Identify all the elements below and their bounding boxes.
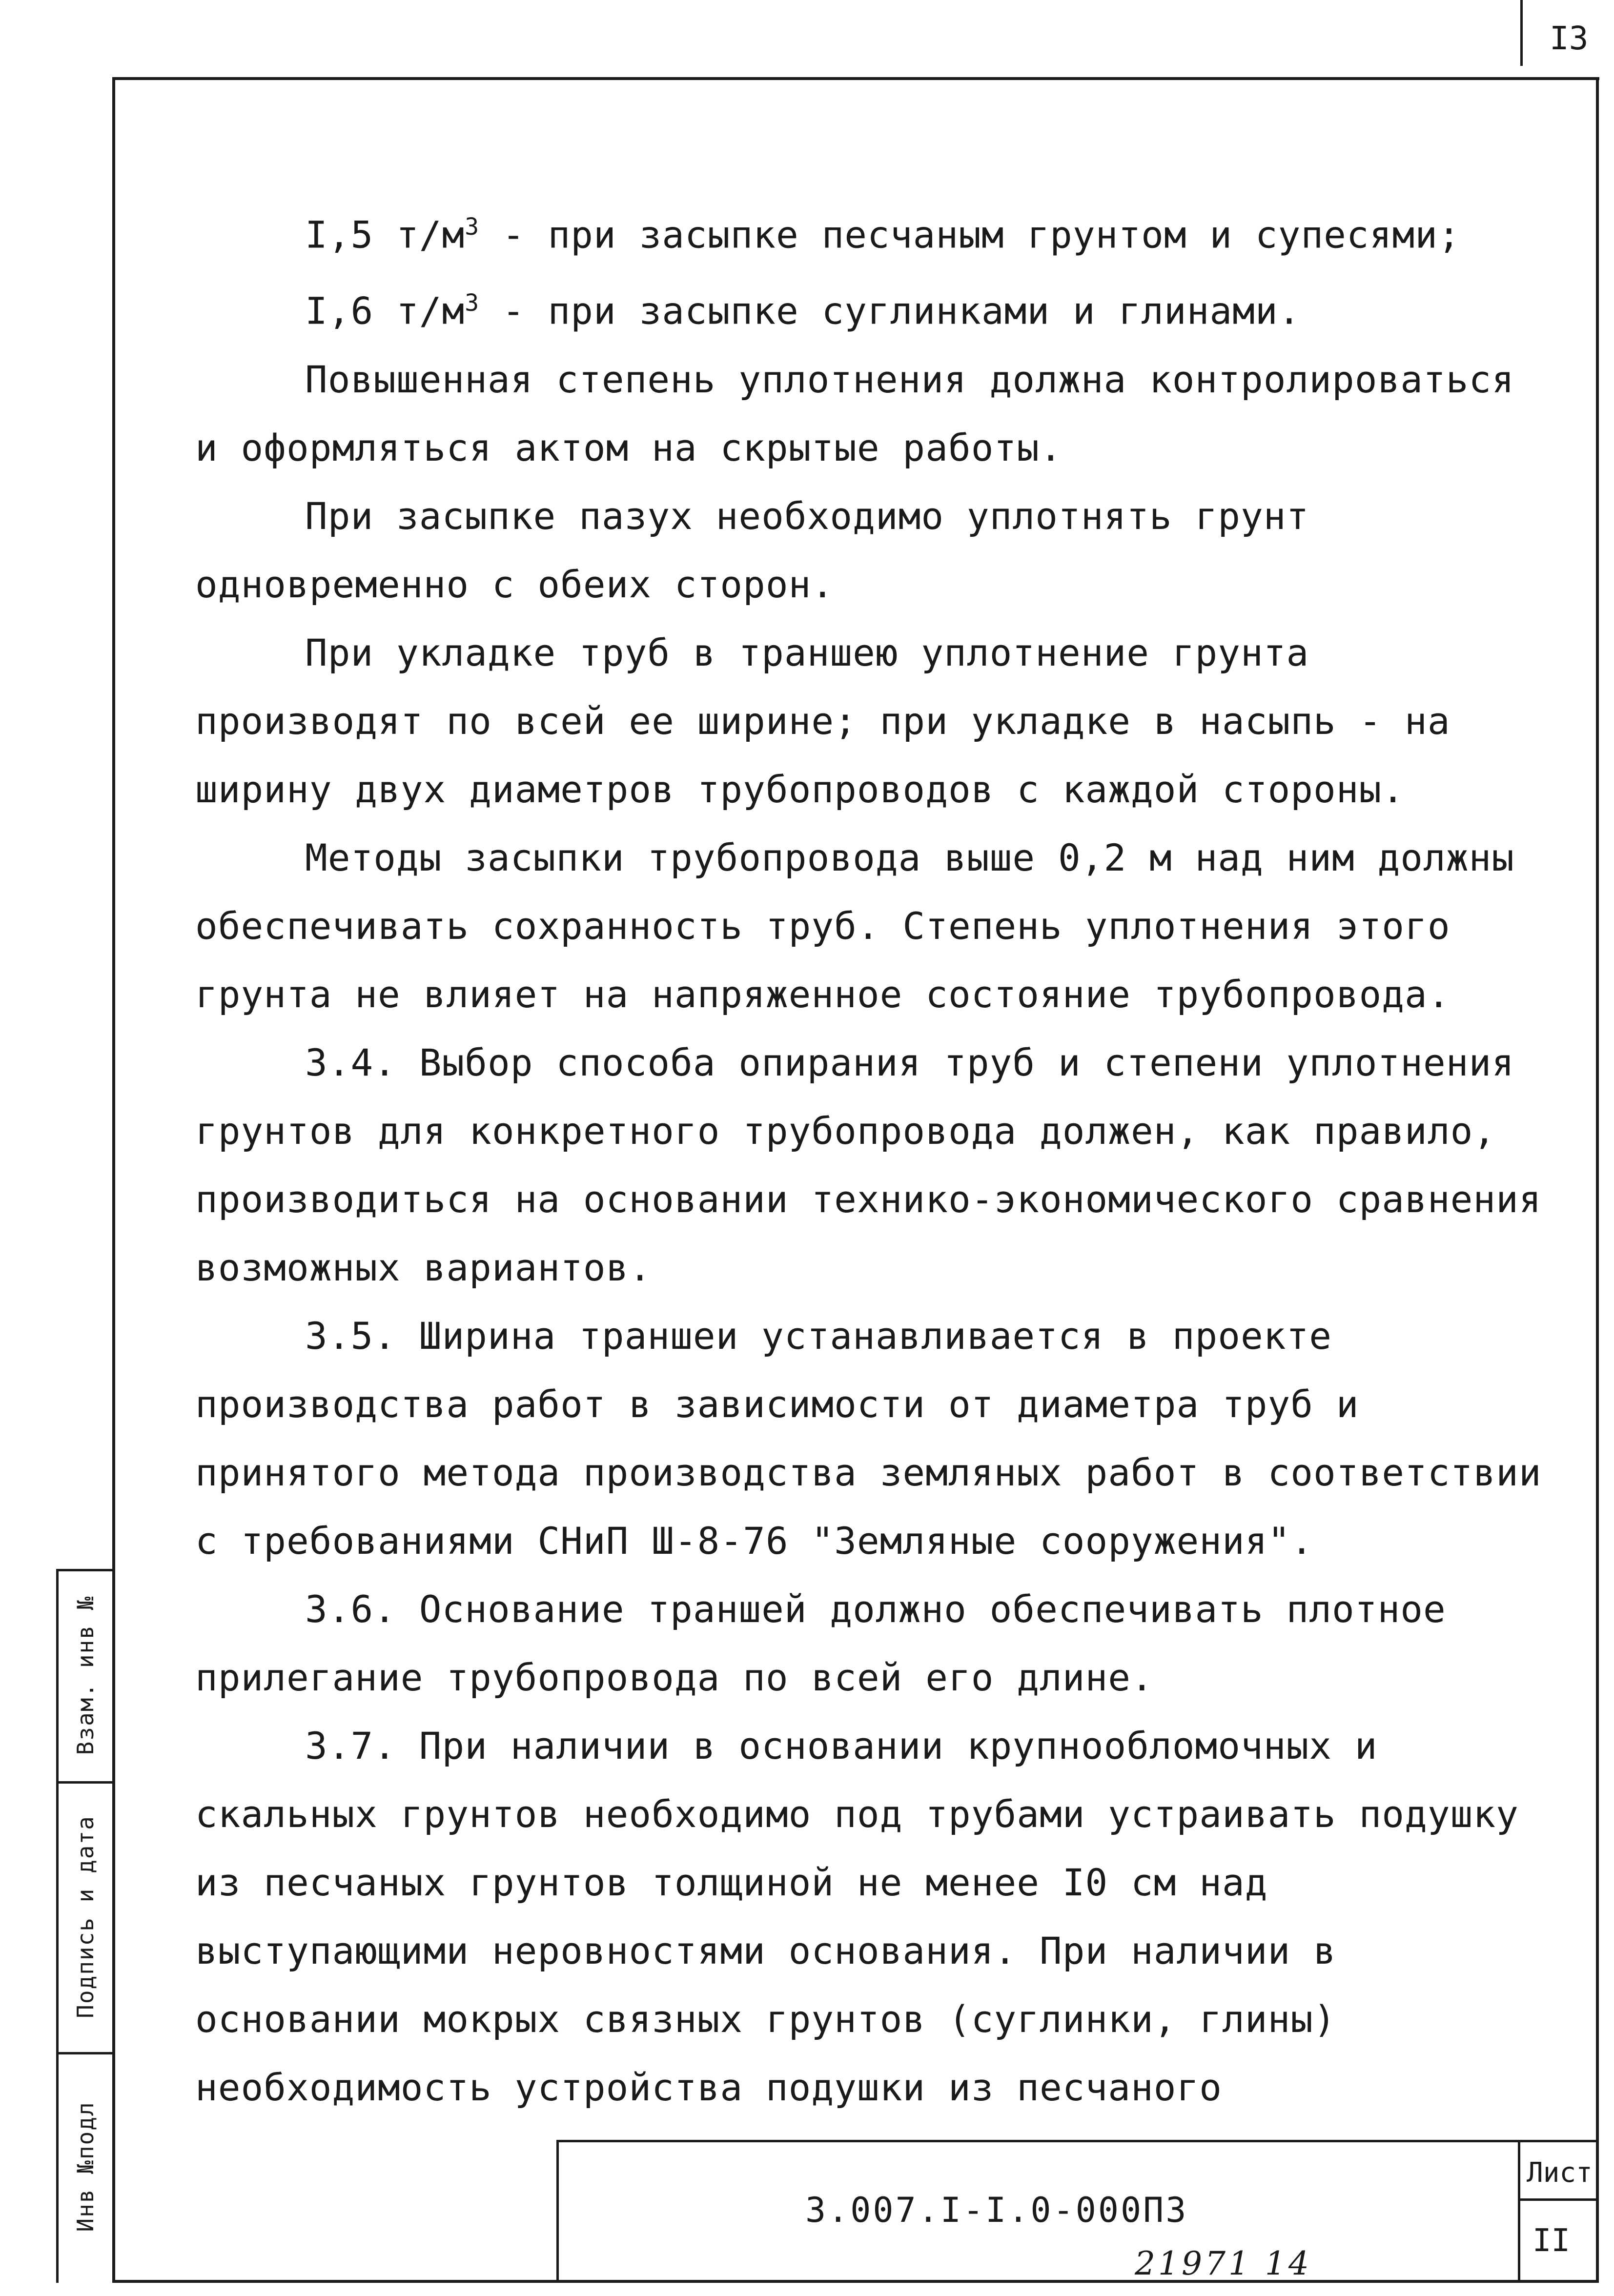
sheet-number: II [1532,2223,1571,2259]
side-stamp-replacement-inv: Взам. инв № [72,1595,99,1755]
frame-bottom [112,2280,1599,2283]
side-stamp-top [56,1569,115,1571]
title-block-left [556,2140,559,2281]
paragraph: При укладке труб в траншею уплотнение грунта производят по всей ее ширине; при укладке в насыпь - на ширину двух диаметров трубопроводов с каждой стороны. [195,630,1451,811]
clause-3-6: 3.6. Основание траншей должно обеспечивать плотное прилегание трубопровода по всей его длине. [195,1587,1446,1699]
clause-3-7: 3.7. При наличии в основании крупнообломочных и скальных грунтов необходимо под трубами устраивать подушку из песчаных грунтов толщиной не менее I0 см над выступающими неровностями основания. При наличии в основании мокрых связных грунтов (суглинки, глины) необходимость устройства подушки из песчаного [195,1724,1519,2109]
clause-3-5: 3.5. Ширина траншеи устанавливается в проекте производства работ в зависимости от диаметра труб и принятого метода производства земляных работ в соответствии с требованиями СНиП Ш-8-76 "Земляные сооружения". [195,1314,1542,1563]
side-stamp-outer [56,1569,59,2283]
title-block-top [556,2140,1598,2142]
document-code: 3.007.I-I.0-000ПЗ [805,2190,1188,2230]
handwritten-note: 21971 14 [1135,2245,1312,2282]
body-text [195,193,1542,2122]
side-stamp-signature-date: Подпись и дата [72,1815,99,2018]
density-clay-line: I,6 $т/м^3$ - при засыпке суглинками и глинами. [305,289,1301,333]
frame-right [1596,77,1599,2283]
side-stamp-div-2 [56,2052,115,2054]
side-stamp-div-1 [56,1781,115,1784]
frame-left [112,77,115,2283]
frame-top [113,77,1599,80]
title-block-sheet-divider [1518,2140,1520,2281]
side-stamp-original-inv: Инв №подл [72,2101,99,2232]
clause-3-4: 3.4. Выбор способа опирания труб и степени уплотнения грунтов для конкретного трубопровода должен, как правило, производиться на основании технико-экономического сравнения возможных вариантов. [195,1040,1542,1289]
sheet-label: Лист [1527,2157,1593,2189]
paragraph: Повышенная степень уплотнения должна контролироваться и оформляться актом на скрытые работы. [195,357,1515,469]
paragraph: Методы засыпки трубопровода выше 0,2 м над ним должны обеспечивать сохранность труб. Степень уплотнения этого грунта не влияет на напряженное состояние трубопровода. [195,835,1515,1016]
title-block-sheet-hline [1518,2198,1598,2201]
page-number: I3 [1550,20,1589,57]
paragraph: При засыпке пазух необходимо уплотнять грунт одновременно с обеих сторон. [195,494,1309,606]
corner-divider [1520,0,1523,66]
density-sand-line: I,5 $т/м^3$ - при засыпке песчаным грунтом и супесями; [305,213,1461,257]
